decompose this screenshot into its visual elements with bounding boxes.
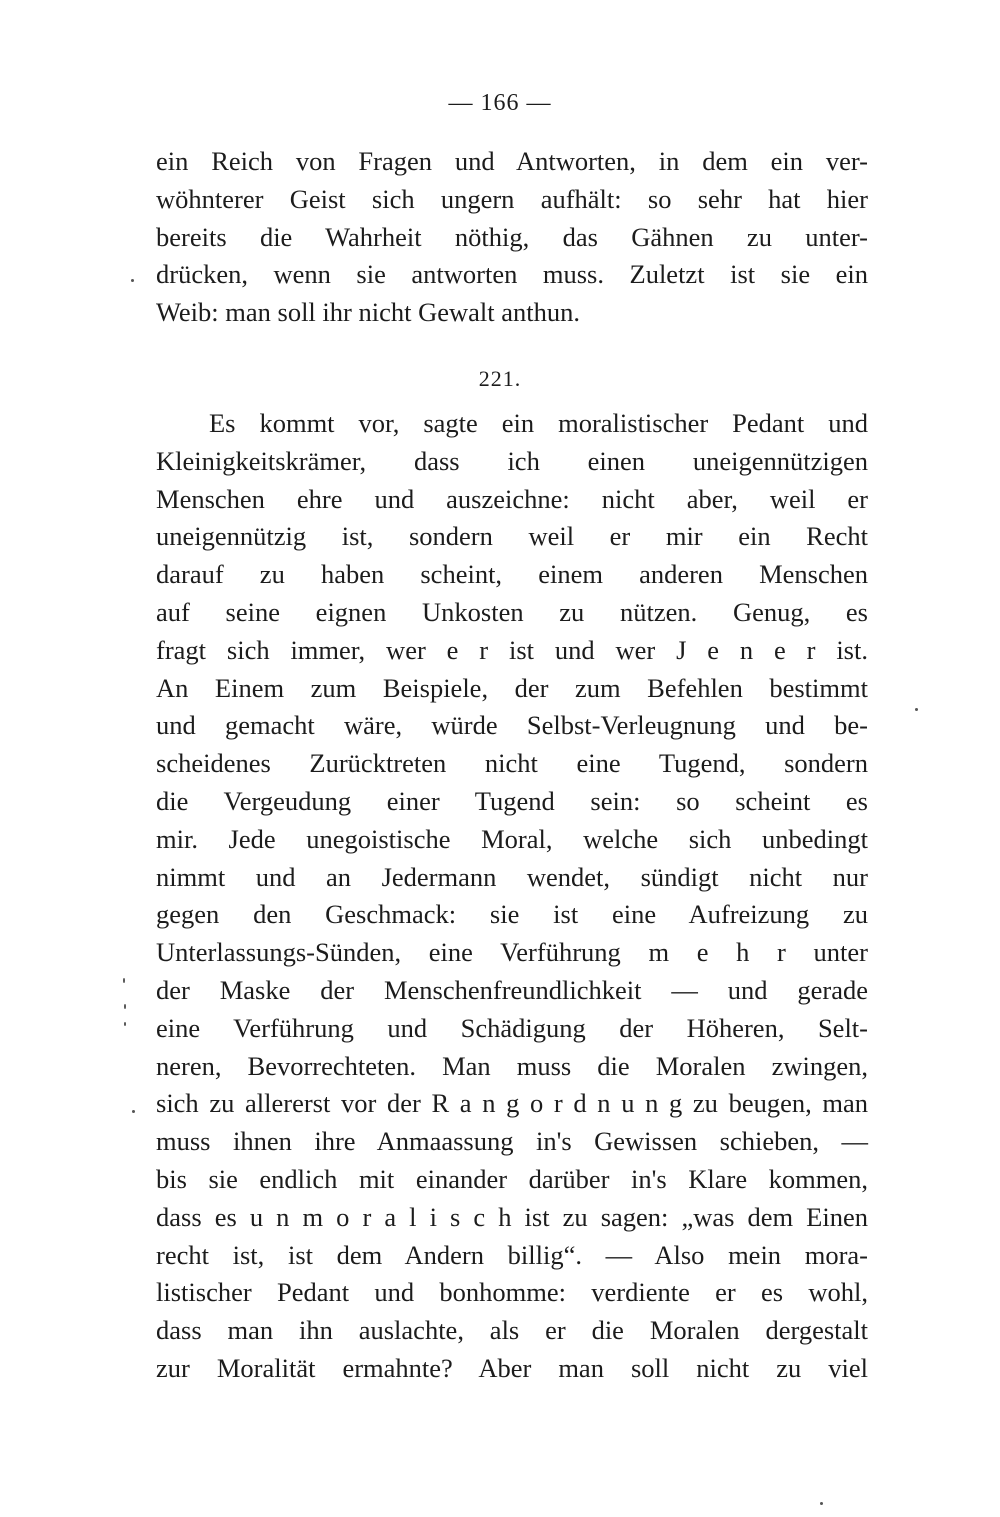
section-paragraph: [156, 405, 868, 1388]
scan-speck: [132, 1110, 135, 1113]
text-line: ein Reich von Fragen und Antworten, in dem ein ver-: [156, 146, 868, 176]
text-line: dass es u n m o r a l i s c h ist zu sagen: „was dem Einen: [156, 1201, 868, 1232]
scan-speck: [123, 978, 125, 983]
text-line: An Einem zum Beispiele, der zum Befehlen bestimmt: [156, 672, 868, 703]
text-line: zur Moralität ermahnte? Aber man soll nicht zu viel: [156, 1352, 868, 1383]
text-line: muss ihnen ihre Anmaassung in's Gewissen schieben, —: [156, 1126, 868, 1157]
text-line: listischer Pedant und bonhomme: verdiente er es wohl,: [156, 1277, 868, 1308]
page-number: — 166 —: [448, 90, 552, 116]
scan-speck: [820, 1502, 823, 1505]
text-line: Weib: man soll ihr nicht Gewalt anthun.: [156, 297, 580, 328]
text-line: gegen den Geschmack: sie ist eine Aufreizung zu: [156, 899, 868, 930]
text-line: wöhnterer Geist sich ungern aufhält: so sehr hat hier: [156, 183, 868, 214]
text-line: bis sie endlich mit einander darüber in's Klare kommen,: [156, 1163, 868, 1194]
text-line: mir. Jede unegoistische Moral, welche sich unbedingt: [156, 823, 868, 854]
text-line: darauf zu haben scheint, einem anderen Menschen: [156, 559, 868, 590]
continued-paragraph: [156, 143, 868, 332]
text-line: scheidenes Zurücktreten nicht eine Tugend, sondern: [156, 748, 868, 779]
scan-speck: [124, 1004, 126, 1009]
scan-speck: [915, 708, 918, 711]
text-line: eine Verführung und Schädigung der Höheren, Selt-: [156, 1012, 868, 1043]
scan-speck: [131, 279, 134, 282]
text-line: recht ist, ist dem Andern billig“. — Also mein mora-: [156, 1239, 868, 1270]
text-line: und gemacht wäre, würde Selbst-Verleugnung und be-: [156, 710, 868, 741]
text-line: uneigennützig ist, sondern weil er mir ein Recht: [156, 521, 868, 552]
text-line: Unterlassungs-Sünden, eine Verführung m e h r unter: [156, 937, 868, 968]
text-line: neren, Bevorrechteten. Man muss die Moralen zwingen,: [156, 1050, 868, 1081]
text-line: sich zu allererst vor der R a n g o r d n u n g zu beugen, man: [156, 1088, 868, 1119]
text-line: die Vergeudung einer Tugend sein: so scheint es: [156, 785, 868, 816]
text-line: dass man ihn auslachte, als er die Moralen dergestalt: [156, 1315, 868, 1346]
text-line: Menschen ehre und auszeichne: nicht aber, weil er: [156, 483, 868, 514]
text-line: Es kommt vor, sagte ein moralistischer Pedant und: [209, 408, 868, 438]
scan-speck: [124, 1022, 126, 1026]
text-line: drücken, wenn sie antworten muss. Zuletzt ist sie ein: [156, 259, 868, 290]
text-line: nimmt und an Jedermann wendet, sündigt nicht nur: [156, 861, 868, 892]
text-line: Kleinigkeitskrämer, dass ich einen uneigennützigen: [156, 445, 868, 476]
text-line: fragt sich immer, wer e r ist und wer J e n e r ist.: [156, 634, 868, 665]
text-line: bereits die Wahrheit nöthig, das Gähnen zu unter-: [156, 221, 868, 252]
text-line: auf seine eignen Unkosten zu nützen. Genug, es: [156, 596, 868, 627]
text-line: der Maske der Menschenfreundlichkeit — und gerade: [156, 974, 868, 1005]
section-number: 221.: [478, 366, 522, 391]
